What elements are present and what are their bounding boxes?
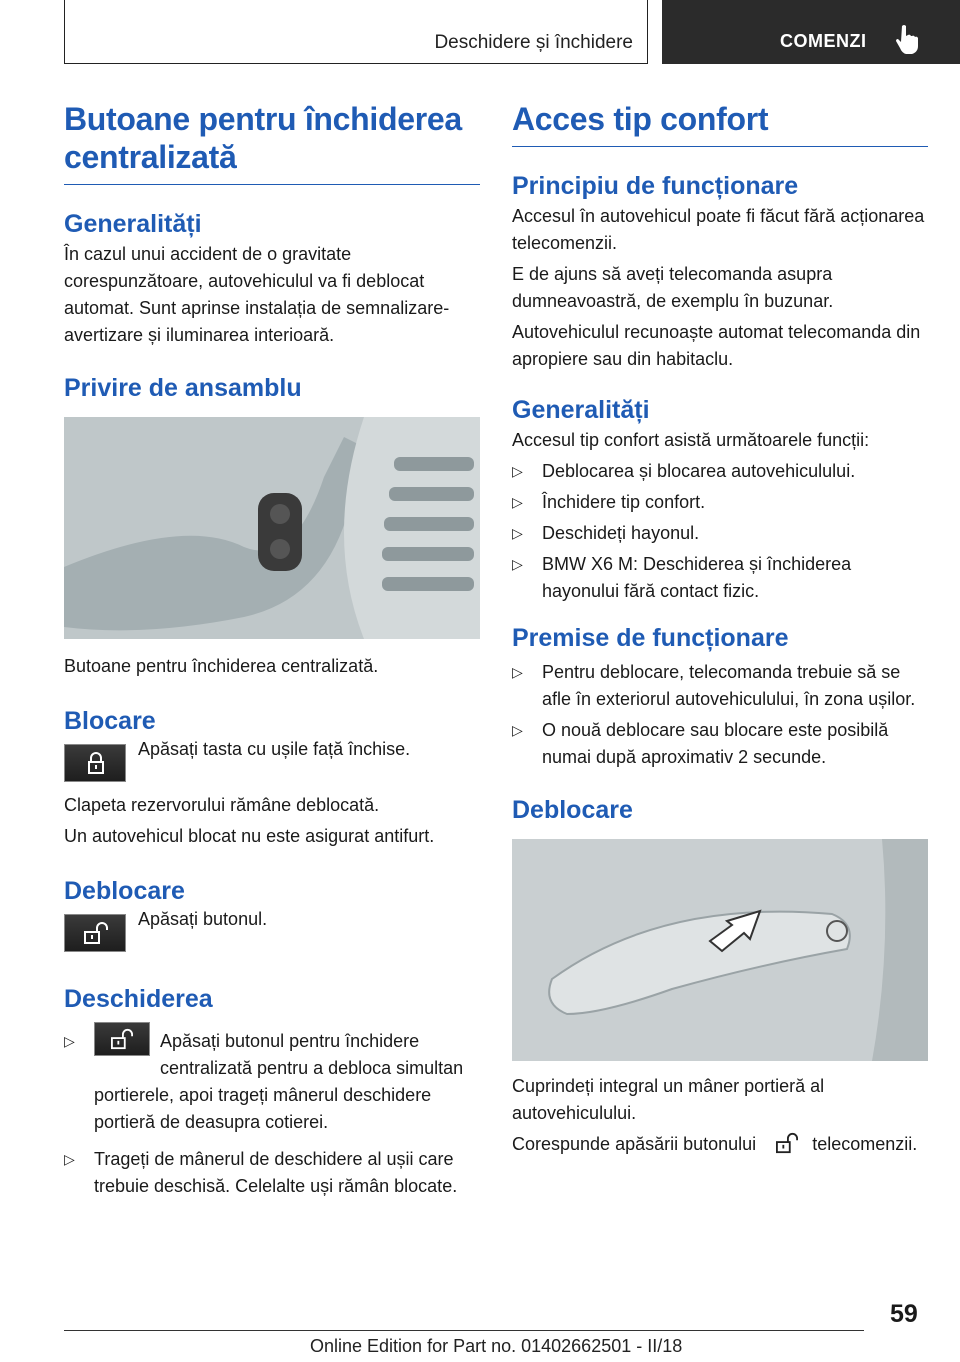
heading-lock: Blocare	[64, 707, 156, 735]
principle-p2: E de ajuns să aveți telecomanda asupra dumneavoastră, de exemplu în buzunar.	[512, 264, 834, 311]
header-section-tab	[64, 0, 648, 64]
open-item-2	[64, 1146, 480, 1200]
unlock-text: Apăsați butonul.	[138, 909, 268, 929]
general-item-3-text: Deschideți hayonul.	[542, 523, 700, 543]
prereq-item-2-text: O nouă deblocare sau blocare este posibilă numai după aproximativ 2 secunde.	[542, 720, 889, 767]
heading-overview: Privire de ansamblu	[64, 374, 302, 402]
door-handle-illustration	[512, 839, 928, 1061]
section-title-central-locking: Butoane pentru închiderea centralizată	[64, 101, 462, 175]
bullet-triangle-icon: ▷	[512, 722, 523, 738]
unlock-right-p2	[512, 1131, 928, 1158]
bullet-triangle-icon: ▷	[512, 664, 523, 680]
heading-prerequisites: Premise de funcționare	[512, 624, 789, 652]
unlock-right-p2-start: Corespunde apăsării butonului	[512, 1134, 757, 1154]
bullet-triangle-icon: ▷	[64, 1151, 75, 1167]
page-number: 59	[890, 1300, 918, 1328]
bullet-triangle-icon: ▷	[512, 463, 523, 479]
section-title-comfort-access: Acces tip confort	[512, 101, 769, 137]
unlock-button-inline-image	[94, 1022, 150, 1056]
overview-caption: Butoane pentru închiderea centralizată.	[64, 656, 379, 676]
open-item-1	[64, 1028, 480, 1136]
title-rule	[512, 146, 928, 147]
principle-p3: Autovehiculul recunoaște automat telecomanda din apropiere sau din habitaclu.	[512, 322, 921, 369]
prereq-item-1-text: Pentru deblocare, telecomanda trebuie să se afle în exteriorul autovehiculului, în zona ușilor.	[542, 662, 916, 709]
lock-open-icon	[84, 921, 108, 945]
lock-button-image	[64, 744, 126, 782]
heading-general: Generalități	[64, 210, 202, 238]
heading-principle: Principiu de funcționare	[512, 172, 799, 200]
lock-text: Apăsați tasta cu ușile față închise.	[138, 739, 411, 759]
door-handle-photo	[512, 839, 928, 1061]
bullet-triangle-icon: ▷	[512, 494, 523, 510]
prereq-item-2	[512, 717, 928, 771]
general-item-2	[512, 489, 928, 516]
left-column	[64, 100, 480, 1200]
header-section-title: Deschidere și închidere	[434, 32, 633, 53]
principle-p1: Accesul în autovehicul poate fi făcut fără acționarea telecomenzii.	[512, 206, 925, 253]
general-right-text: Accesul tip confort asistă următoarele funcții:	[512, 430, 870, 450]
bullet-triangle-icon: ▷	[512, 556, 523, 572]
prereq-item-1	[512, 659, 928, 713]
door-buttons-illustration	[64, 417, 480, 639]
open-item-1-text: Apăsați butonul pentru închidere centralizată pentru a debloca simultan portierele, apoi trageți mânerul deschidere portieră de deasupra cotierei.	[94, 1031, 464, 1132]
door-buttons-photo	[64, 417, 480, 639]
general-item-4-text: BMW X6 M: Deschiderea și închiderea hayonului fără contact fizic.	[542, 554, 852, 601]
title-rule	[64, 184, 480, 185]
general-item-4	[512, 551, 928, 605]
unlock-right-p1: Cuprindeți integral un mâner portieră al autovehiculului.	[512, 1076, 825, 1123]
open-item-2-text: Trageți de mânerul de deschidere al ușii care trebuie deschisă. Celelalte uși rămân blocate.	[94, 1149, 458, 1196]
hand-pointer-icon	[894, 24, 920, 54]
lock-closed-icon	[84, 751, 108, 775]
lock-open-icon	[111, 1028, 133, 1050]
bullet-triangle-icon: ▷	[64, 1033, 75, 1049]
header-chapter-title: COMENZI	[780, 31, 867, 51]
general-item-1-text: Deblocarea și blocarea autovehiculului.	[542, 461, 856, 481]
lock-note-fuel: Clapeta rezervorului rămâne deblocată.	[64, 795, 380, 815]
bullet-triangle-icon: ▷	[512, 525, 523, 541]
unlock-row	[64, 906, 480, 958]
heading-unlock: Deblocare	[64, 877, 185, 905]
header-chapter-tab	[662, 0, 960, 64]
general-text: În cazul unui accident de o gravitate corespunzătoare, autovehiculul va fi deblocat automat. Sunt aprinse instalația de semnalizare-avertizare și iluminarea interioară.	[64, 244, 450, 345]
heading-general-right: Generalități	[512, 396, 650, 424]
lock-note-antitheft: Un autovehicul blocat nu este asigurat antifurt.	[64, 826, 435, 846]
general-item-3	[512, 520, 928, 547]
heading-opening: Deschiderea	[64, 985, 213, 1013]
heading-unlock-right: Deblocare	[512, 796, 633, 824]
general-item-2-text: Închidere tip confort.	[542, 492, 706, 512]
footer-rule	[64, 1330, 864, 1331]
footer-edition: Online Edition for Part no. 01402662501 - II/18	[310, 1336, 683, 1356]
lock-row	[64, 736, 480, 784]
unlock-button-image	[64, 914, 126, 952]
general-item-1	[512, 458, 928, 485]
right-column	[512, 100, 928, 1158]
lock-open-icon	[775, 1132, 799, 1154]
unlock-right-p2-end: telecomenzii.	[812, 1134, 918, 1154]
